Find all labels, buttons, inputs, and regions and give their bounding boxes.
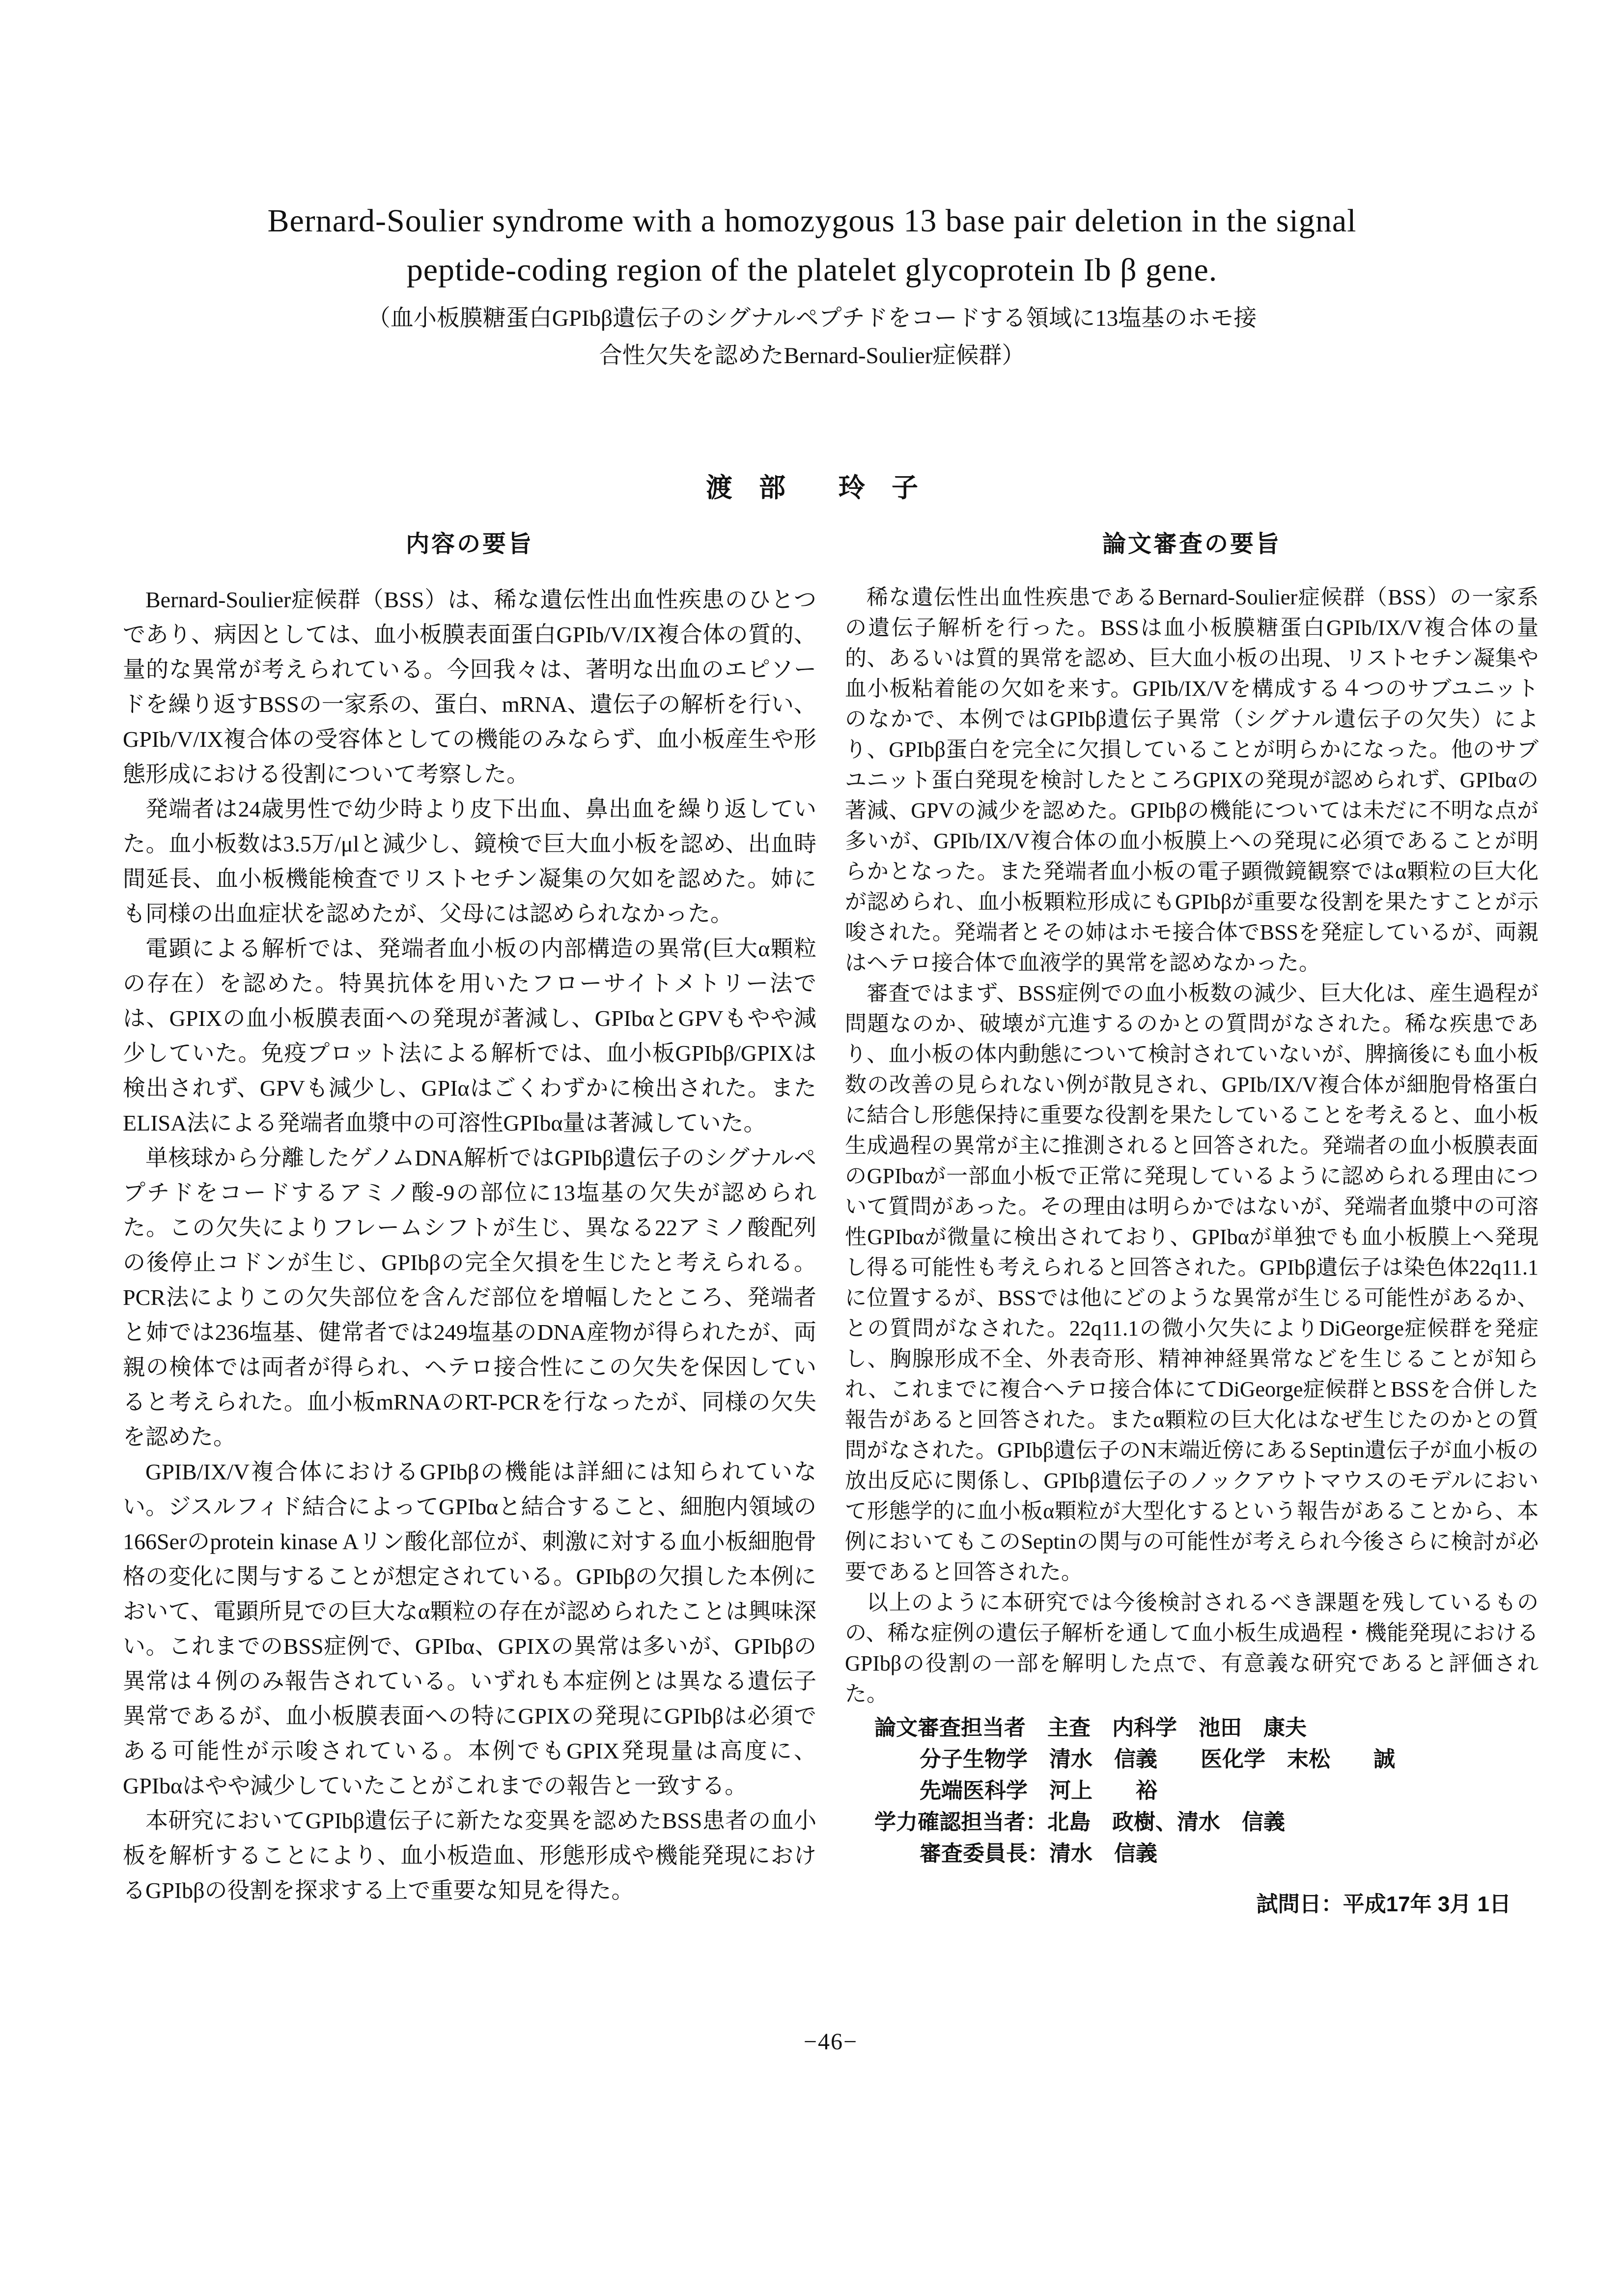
summary-paragraph: Bernard-Soulier症候群（BSS）は、稀な遺伝性出血性疾患のひとつであり、病因としては、血小板膜表面蛋白GPIb/V/IX複合体の質的、量的な異常が考えられている。今回我々は、著明な出血のエピソードを繰り返すBSSの一家系の、蛋白、mRNA、遺伝子の解析を行い、GPIb/V/IX複合体の受容体としての機能のみならず、血小板産生や形態形成における役割について考察した。 bbox=[123, 587, 816, 787]
review-paragraph: 審査ではまず、BSS症例での血小板数の減少、巨大化は、産生過程が問題なのか、破壊が亢進するのかとの質問がなされた。稀な疾患であり、血小板の体内動態について検討されていないが、脾摘後にも血小板数の改善の見られない例が散見され、GPIb/IX/V複合体が細胞骨格蛋白に結合し形態保持に重要な役割を果たしていることを考えると、血小板生成過程の異常が主に推測されると回答された。発端者の血小板膜表面のGPIbαが一部血小板で正常に発現しているように認められる理由について質問があった。その理由は明らかではないが、発端者血漿中の可溶性GPIbαが微量に検出されており、GPIbαが単独でも血小板膜上へ発現し得る可能性も考えられると回答された。GPIbβ遺伝子は染色体22q11.1に位置するが、BSSでは他にどのような異常が生じる可能性があるか、との質問がなされた。22q11.1の微小欠失によりDiGeorge症候群を発症し、胸腺形成不全、外表奇形、精神神経異常などを生じることが知られ、これまでに複合ヘテロ接合体にてDiGeorge症候群とBSSを合併した報告があると回答された。またα顆粒の巨大化はなぜ生じたのかとの質問がなされた。GPIbβ遺伝子のN末端近傍にあるSeptin遺伝子が血小板の放出反応に関係し、GPIbβ遺伝子のノックアウトマウスのモデルにおいて形態学的に血小板α顆粒が大型化するという報告があることから、本例においてもこのSeptinの関与の可能性が考えられ今後さらに検討が必要であると回答された。 bbox=[845, 981, 1539, 1584]
committee-line-competence-check: 学力確認担当者：北島 政樹、清水 信義 bbox=[874, 1810, 1285, 1834]
committee-line-advanced-medicine: 先端医科学 河上 裕 bbox=[920, 1779, 1157, 1803]
summary-paragraph: 電顕による解析では、発端者血小板の内部構造の異常(巨大α顆粒の存在）を認めた。特異抗体を用いたフローサイトメトリー法では、GPIXの血小板膜表面への発現が著減し、GPIbαとGPVもやや減少していた。免疫プロット法による解析では、血小板GPIbβ/GPIXは検出されず、GPVも減少し、GPIαはごくわずかに検出された。またELISA法による発端者血漿中の可溶性GPIbα量は著減していた。 bbox=[123, 936, 816, 1135]
committee-line-chairman: 審査委員長：清水 信義 bbox=[920, 1842, 1157, 1866]
content-summary-column bbox=[123, 525, 816, 1918]
title-japanese-line2: 合性欠失を認めたBernard-Soulier症候群） bbox=[599, 343, 1025, 368]
author-name: 渡 部 玲 子 bbox=[706, 473, 918, 503]
committee-line-examiners: 論文審査担当者 主査 内科学 池田 康夫 bbox=[874, 1716, 1307, 1740]
title-japanese-line1: （血小板膜糖蛋白GPIbβ遺伝子のシグナルペプチドをコードする領域に13塩基のホモ接 bbox=[367, 306, 1257, 331]
summary-paragraph: 本研究においてGPIbβ遺伝子に新たな変異を認めたBSS患者の血小板を解析することにより、血小板造血、形態形成や機能発現におけるGPIbβの役割を探求する上で重要な知見を得た。 bbox=[123, 1808, 816, 1903]
title-english bbox=[69, 197, 1555, 295]
review-summary-column bbox=[845, 525, 1539, 1918]
committee-line-molecular-biology: 分子生物学 清水 信義 医化学 末松 誠 bbox=[920, 1747, 1395, 1771]
review-summary-heading: 論文審査の要旨 bbox=[1102, 531, 1281, 557]
title-japanese bbox=[69, 300, 1555, 374]
title-english-line2: peptide-coding region of the platelet glycoprotein Ib β gene. bbox=[406, 252, 1218, 288]
review-paragraph: 以上のように本研究では今後検討されるべき課題を残しているものの、稀な症例の遺伝子解析を通して血小板生成過程・機能発現におけるGPIbβの役割の一部を解明した点で、有意義な研究であると評価された。 bbox=[845, 1590, 1539, 1706]
two-column-body bbox=[123, 525, 1539, 1918]
review-paragraph: 稀な遺伝性出血性疾患であるBernard-Soulier症候群（BSS）の一家系の遺伝子解析を行った。BSSは血小板膜糖蛋白GPIb/IX/V複合体の量的、あるいは質的異常を認め、巨大血小板の出現、リストセチン凝集や血小板粘着能の欠如を来す。GPIb/IX/Vを構成する４つのサブユニットのなかで、本例ではGPIbβ遺伝子異常（シグナル遺伝子の欠失）により、GPIbβ蛋白を完全に欠損していることが明らかになった。他のサブユニット蛋白発現を検討したところGPIXの発現が認められず、GPIbαの著減、GPVの減少を認めた。GPIbβの機能については未だに不明な点が多いが、GPIb/IX/V複合体の血小板膜上への発現に必須であることが明らかとなった。また発端者血小板の電子顕微鏡観察ではα顆粒の巨大化が認められ、血小板顆粒形成にもGPIbβが重要な役割を果たすことが示唆された。発端者とその姉はホモ接合体でBSSを発症しているが、両親はヘテロ接合体で血液学的異常を認めなかった。 bbox=[845, 585, 1539, 975]
examiner-committee-block bbox=[845, 1712, 1539, 1870]
exam-date: 試問日：平成17年 3月 1日 bbox=[1256, 1892, 1511, 1916]
summary-paragraph: 単核球から分離したゲノムDNA解析ではGPIbβ遺伝子のシグナルペプチドをコードするアミノ酸-9の部位に13塩基の欠失が認められた。この欠失によりフレームシフトが生じ、異なる22アミノ酸配列の後停止コドンが生じ、GPIbβの完全欠損を生じたと考えられる。PCR法によりこの欠失部位を含んだ部位を増幅したところ、発端者と姉では236塩基、健常者では249塩基のDNA産物が得られたが、両親の検体では両者が得られ、ヘテロ接合性にこの欠失を保因していると考えられた。血小板mRNAのRT-PCRを行なったが、同様の欠失を認めた。 bbox=[123, 1145, 816, 1449]
page-number: −46− bbox=[803, 2029, 858, 2055]
content-summary-heading: 内容の要旨 bbox=[405, 531, 533, 557]
summary-paragraph: GPIB/IX/V複合体におけるGPIbβの機能は詳細には知られていない。ジスルフィド結合によってGPIbαと結合すること、細胞内領域の166Serのprotein kinase Aリン酸化部位が、刺激に対する血小板細胞骨格の変化に関与することが想定されている。GPIbβの欠損した本例において、電顕所見での巨大なα顆粒の存在が認められたことは興味深い。これまでのBSS症例で、GPIbα、GPIXの異常は多いが、GPIbβの異常は４例のみ報告されている。いずれも本症例とは異なる遺伝子異常であるが、血小板膜表面への特にGPIXの発現にGPIbβは必須である可能性が示唆されている。本例でもGPIX発現量は高度に、GPIbαはやや減少していたことがこれまでの報告と一致する。 bbox=[123, 1459, 816, 1798]
title-english-line1: Bernard-Soulier syndrome with a homozygous 13 base pair deletion in the signal bbox=[267, 203, 1357, 239]
summary-paragraph: 発端者は24歳男性で幼少時より皮下出血、鼻出血を繰り返していた。血小板数は3.5万/μlと減少し、鏡検で巨大血小板を認め、出血時間延長、血小板機能検査でリストセチン凝集の欠如を認めた。姉にも同様の出血症状を認めたが、父母には認められなかった。 bbox=[123, 796, 816, 926]
